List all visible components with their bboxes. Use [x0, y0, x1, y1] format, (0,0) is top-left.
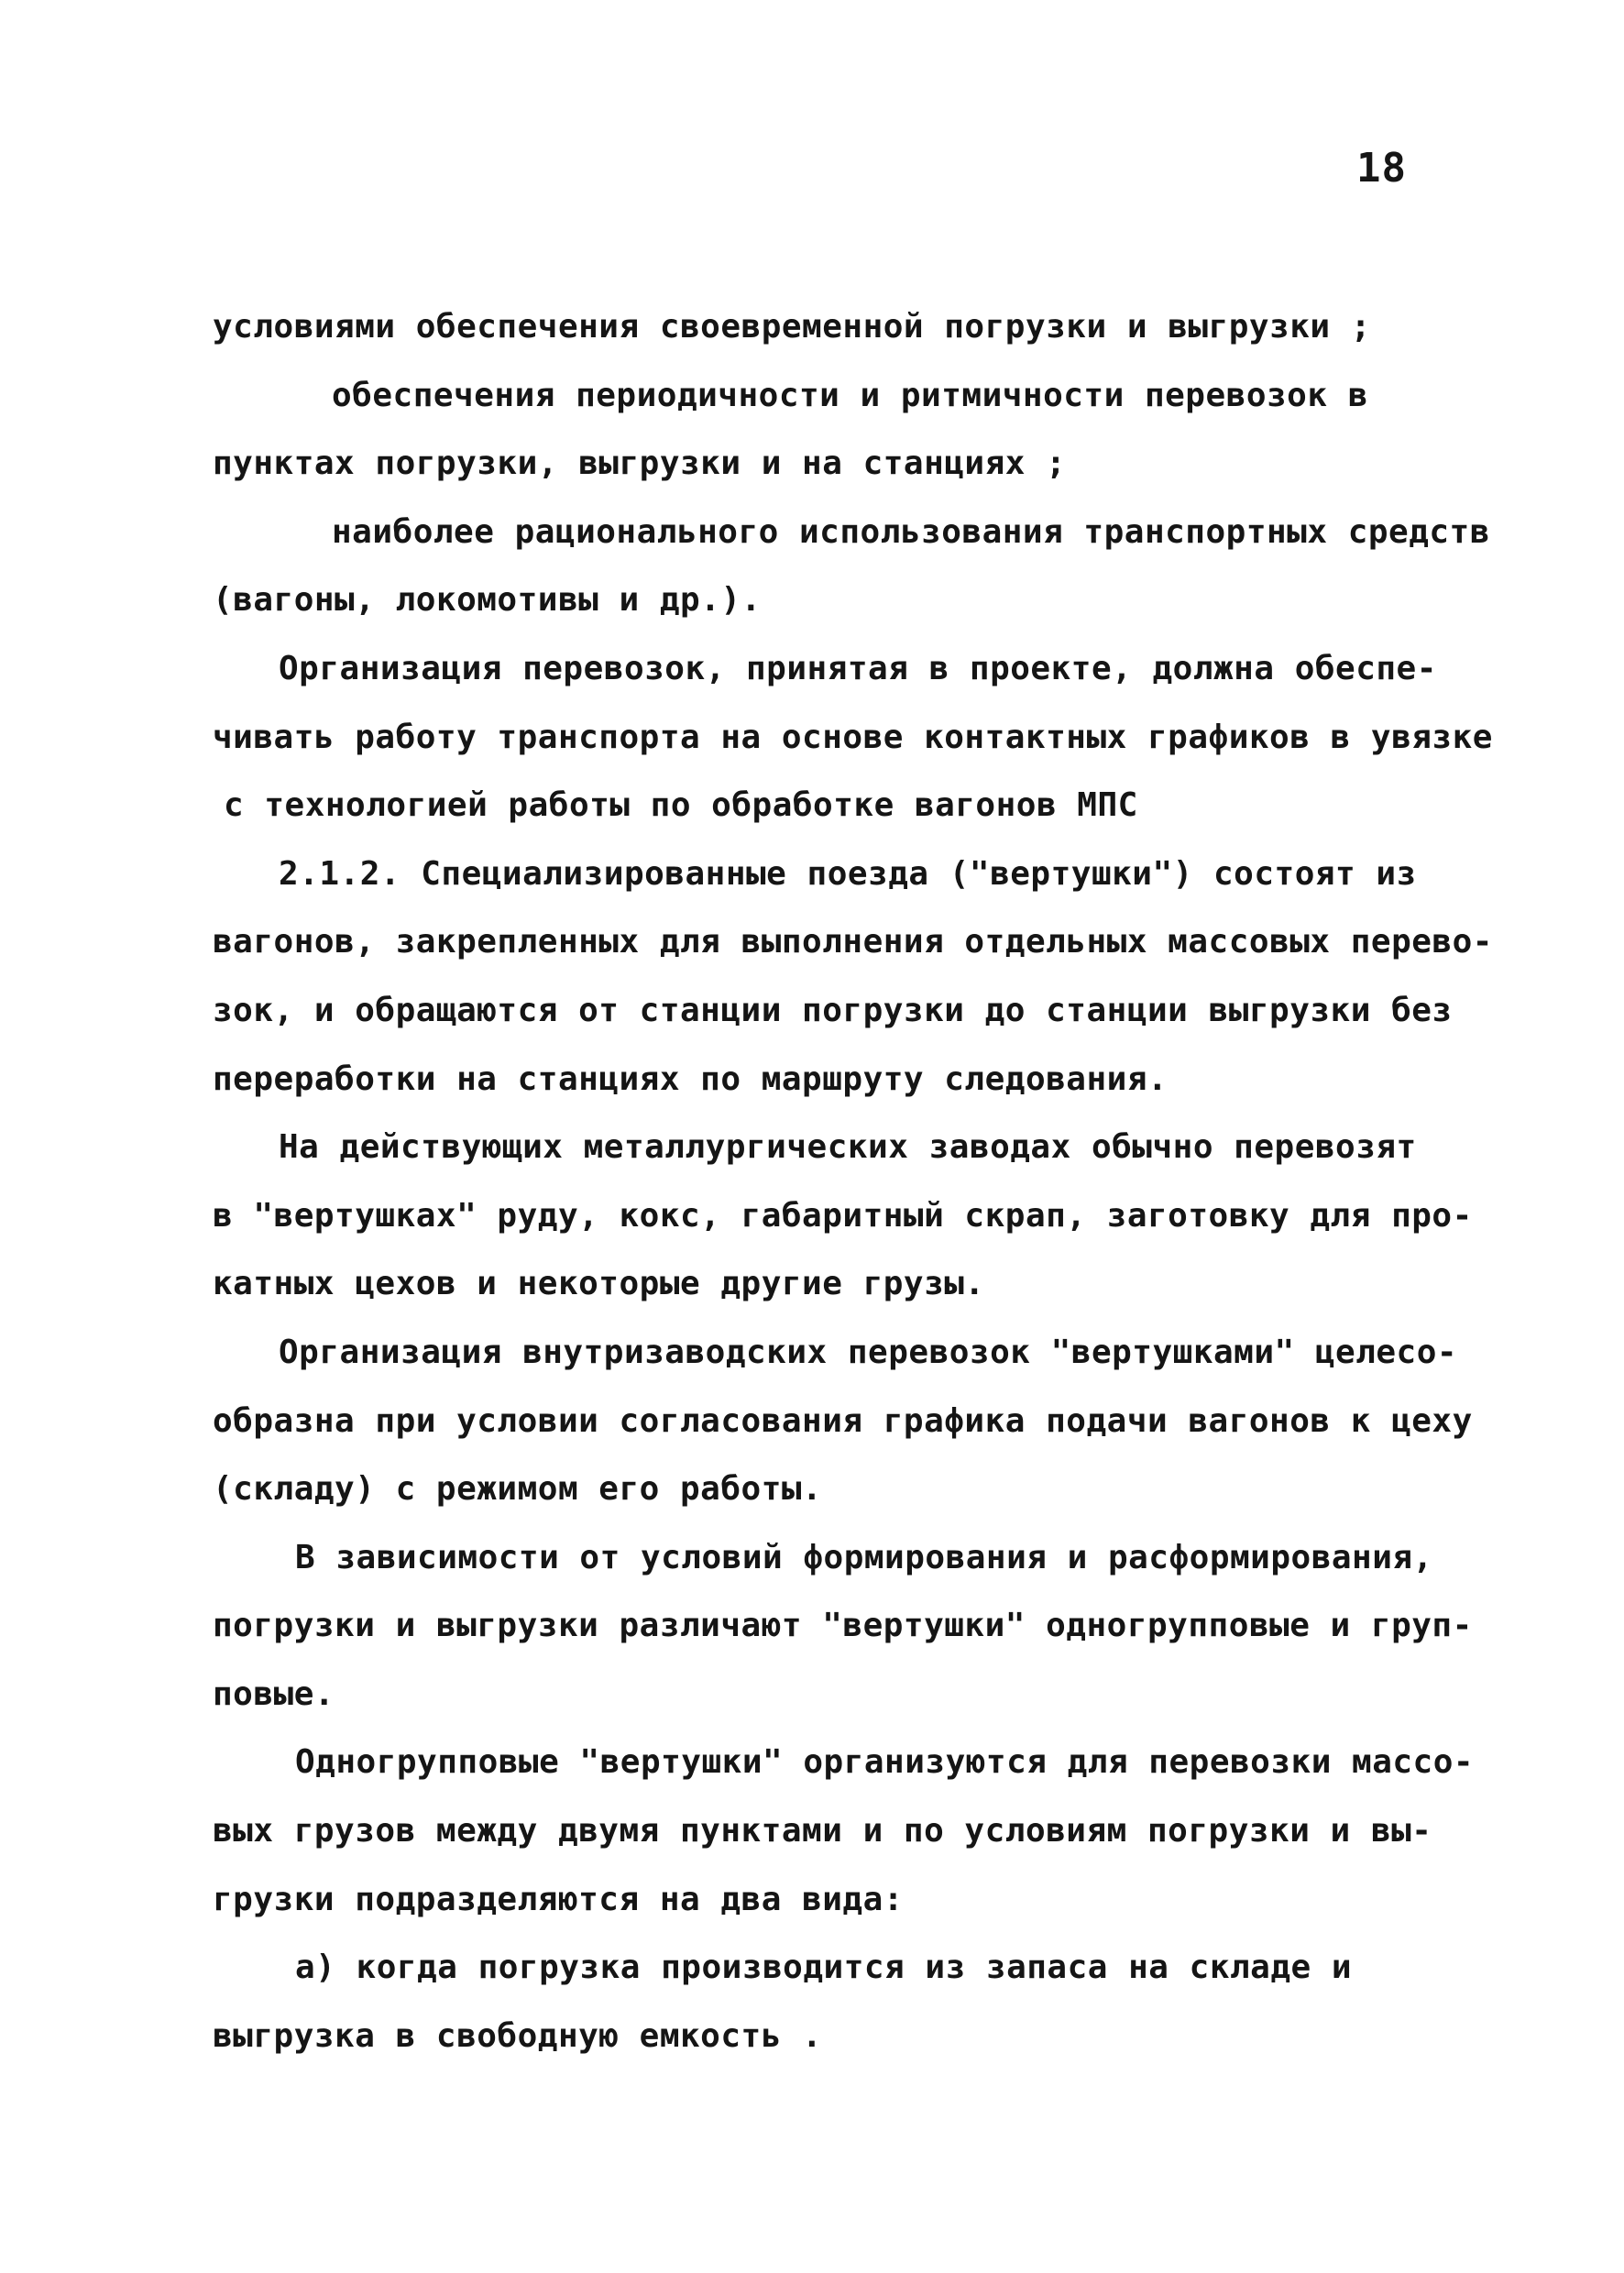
text-line: наиболее рационального использования транспортных средств — [332, 512, 1490, 551]
text-line: грузки подразделяются на два вида: — [213, 1880, 904, 1918]
text-line: Одногрупповые "вертушки" организуются для перевозки массо- — [295, 1743, 1475, 1782]
page-number: 18 — [1356, 145, 1407, 192]
text-line: повые. — [213, 1675, 335, 1713]
text-line: чивать работу транспорта на основе контактных графиков в увязке — [213, 718, 1493, 756]
text-line: вых грузов между двумя пунктами и по условиям погрузки и вы- — [213, 1812, 1432, 1850]
text-line: образна при условии согласования графика подачи вагонов к цеху — [213, 1401, 1473, 1440]
text-line: На действующих металлургических заводах обычно перевозят — [279, 1128, 1417, 1167]
text-line: в "вертушках" руду, кокс, габаритный скрап, заготовку для про- — [213, 1196, 1473, 1235]
text-line: Организация внутризаводских перевозок "вертушками" целесо- — [279, 1333, 1458, 1371]
text-line: переработки на станциях по маршруту следования. — [213, 1060, 1169, 1098]
text-line: с технологией работы по обработке вагонов МПС — [224, 786, 1138, 825]
text-line: условиями обеспечения своевременной погрузки и выгрузки ; — [213, 308, 1371, 346]
text-line: вагонов, закрепленных для выполнения отдельных массовых перево- — [213, 923, 1493, 961]
text-line: обеспечения периодичности и ритмичности перевозок в — [332, 376, 1368, 414]
text-line: (вагоны, локомотивы и др.). — [213, 581, 762, 620]
text-line: пунктах погрузки, выгрузки и на станциях ; — [213, 445, 1067, 483]
text-line: а) когда погрузка производится из запаса на складе и — [295, 1949, 1353, 1987]
body-text — [213, 293, 1514, 2070]
text-line: (складу) с режимом его работы. — [213, 1470, 823, 1509]
text-line: катных цехов и некоторые другие грузы. — [213, 1265, 985, 1303]
text-line: зок, и обращаются от станции погрузки до станции выгрузки без — [213, 991, 1453, 1029]
text-line: погрузки и выгрузки различают "вертушки" одногрупповые и груп- — [213, 1607, 1473, 1645]
text-line: Организация перевозок, принятая в проекте, должна обеспе- — [279, 649, 1437, 687]
text-line: В зависимости от условий формирования и расформирования, — [295, 1538, 1433, 1576]
text-line: 2.1.2. Специализированные поезда ("вертушки") состоят из — [279, 854, 1417, 893]
text-line: выгрузка в свободную емкость . — [213, 2016, 823, 2055]
